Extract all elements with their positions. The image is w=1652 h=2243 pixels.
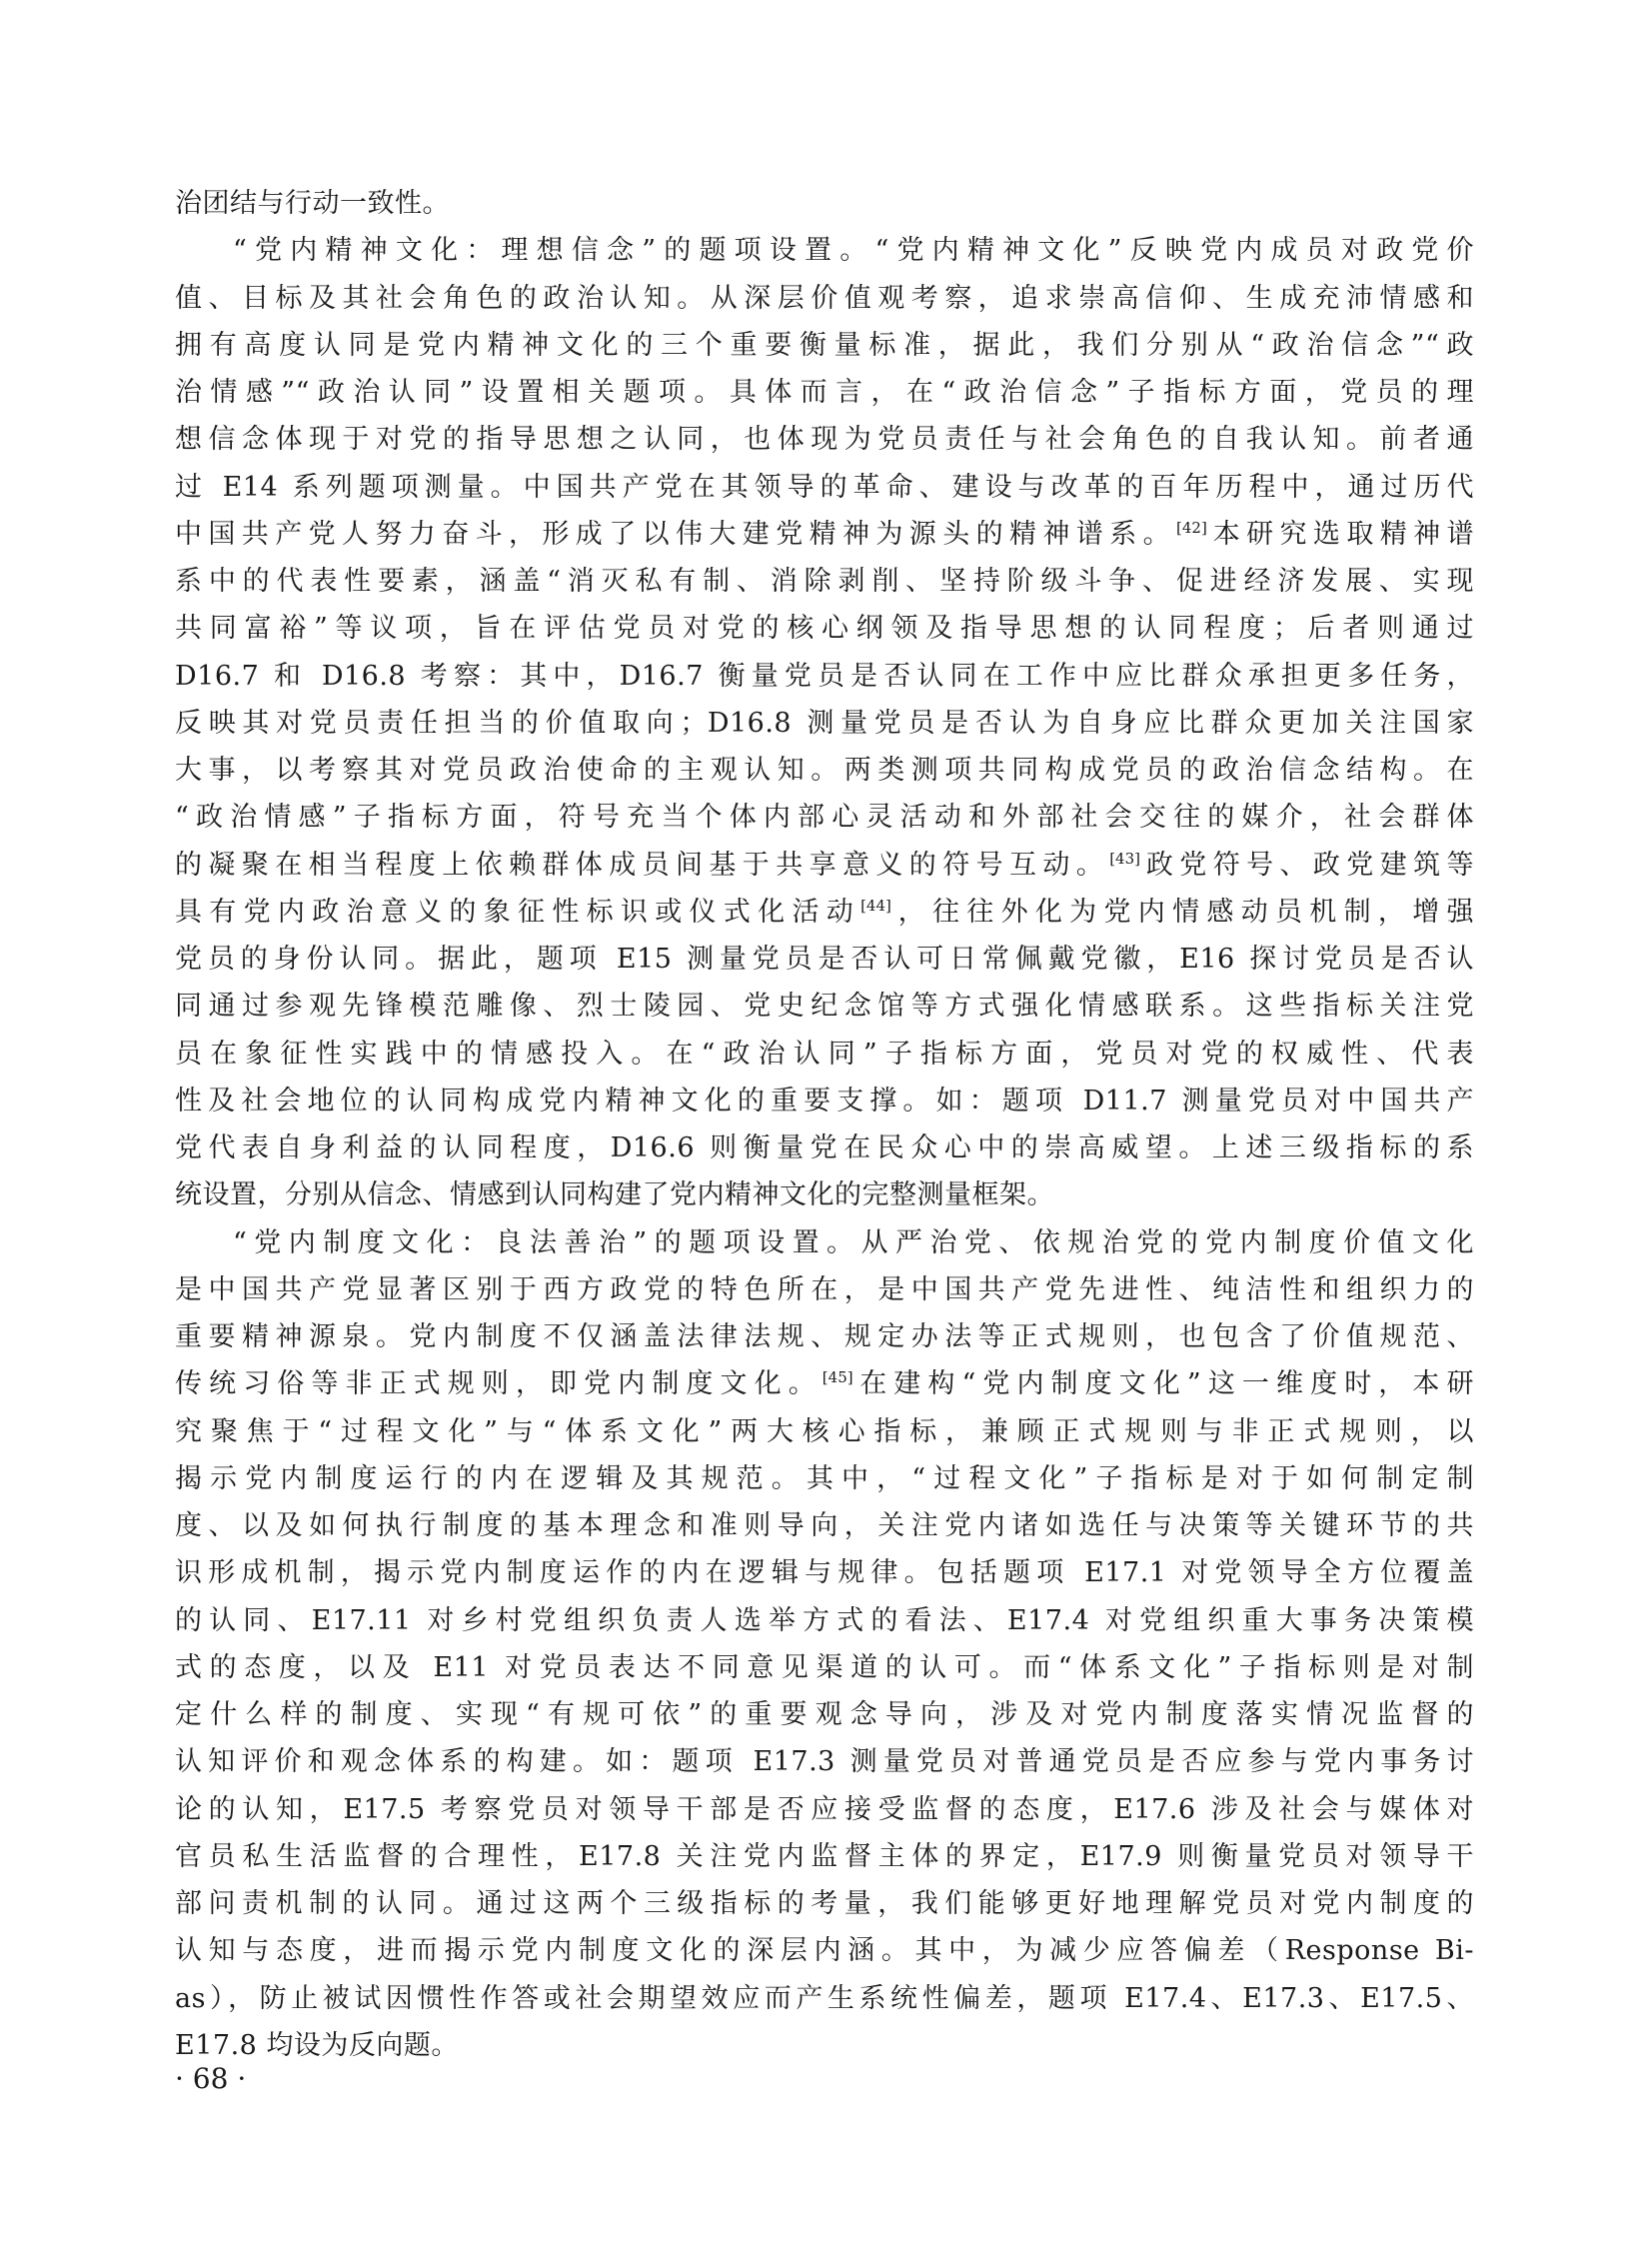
text-line (175, 1455, 1474, 1502)
line-text: 统设置，分别从信念、情感到认同构建了党内精神文化的完整测量框架。 (175, 1179, 1054, 1211)
line-text: 是中国共产党显著区别于西方政党的特色所在，是中国共产党先进性、纯洁性和组织力的 (175, 1273, 1474, 1305)
text-line (175, 1266, 1474, 1313)
line-text: 认知评价和观念体系的构建。如：题项 E17.3 测量党员对普通党员是否应参与党内事务讨 (175, 1746, 1474, 1778)
line-text: 官员私生活监督的合理性，E17.8 关注党内监督主体的界定，E17.9 则衡量党员对领导干 (175, 1840, 1474, 1872)
line-text: 论的认知，E17.5 考察党员对领导干部是否应接受监督的态度，E17.6 涉及社会与媒体对 (175, 1793, 1474, 1825)
text-line (175, 1031, 1474, 1078)
line-text: 治情感”“政治认同”设置相关题项。具体而言，在“政治信念”子指标方面，党员的理 (175, 377, 1474, 408)
line-text: 的认同、E17.11 对乡村党组织负责人选举方式的看法、E17.4 对党组织重大事务决策模 (175, 1604, 1474, 1636)
line-text: 度、以及如何执行制度的基本理念和准则导向，关注党内诸如选任与决策等关键环节的共 (175, 1510, 1474, 1541)
text-line (175, 889, 1474, 936)
line-text: 拥有高度认同是党内精神文化的三个重要衡量标准，据此，我们分别从“政治信念”“政 (175, 329, 1474, 361)
line-text: 传统习俗等非正式规则，即党内制度文化。 (175, 1368, 823, 1400)
line-text: 性及社会地位的认同构成党内精神文化的重要支撑。如：题项 D11.7 测量党员对中国共产 (175, 1085, 1474, 1117)
line-text: 共同富裕”等议项，旨在评估党员对党的核心纲领及指导思想的认同程度；后者则通过 (175, 613, 1474, 645)
line-text: 揭示党内制度运行的内在逻辑及其规范。其中，“过程文化”子指标是对于如何制定制 (175, 1462, 1474, 1494)
citation-marker: [45] (822, 1368, 853, 1387)
text-line (175, 794, 1474, 841)
citation-marker: [44] (860, 896, 891, 915)
line-text: 想信念体现于对党的指导思想之认同，也体现为党员责任与社会角色的自我认知。前者通 (175, 424, 1474, 456)
line-text: as），防止被试因惯性作答或社会期望效应而产生系统性偏差，题项 E17.4、E17.3、E17.5、 (175, 1982, 1474, 2014)
text-line (175, 983, 1474, 1030)
text-line (175, 842, 1474, 889)
line-text: 员在象征性实践中的情感投入。在“政治认同”子指标方面，党员对党的权威性、代表 (175, 1038, 1474, 1070)
line-text: “政治情感”子指标方面，符号充当个体内部心灵活动和外部社会交往的媒介，社会群体 (175, 802, 1474, 834)
line-text: 式的态度，以及 E11 对党员表达不同意见渠道的认可。而“体系文化”子指标则是对制 (175, 1651, 1474, 1683)
text-line (175, 700, 1474, 747)
line-text: 大事，以考察其对党员政治使命的主观认知。两类测项共同构成党员的政治信念结构。在 (175, 755, 1474, 786)
text-line (175, 1975, 1474, 2022)
line-text-continued: 在建构“党内制度文化”这一维度时，本研 (852, 1368, 1474, 1400)
text-line (175, 1786, 1474, 1833)
line-text: “党内制度文化：良法善治”的题项设置。从严治党、依规治党的党内制度价值文化 (233, 1226, 1474, 1258)
text-line (175, 2022, 1474, 2069)
line-text: 值、目标及其社会角色的政治认知。从深层价值观考察，追求崇高信仰、生成充沛情感和 (175, 282, 1474, 314)
line-text: 党员的身份认同。据此，题项 E15 测量党员是否认可日常佩戴党徽，E16 探讨党员是否认 (175, 944, 1474, 975)
page-number: · 68 · (175, 2062, 247, 2095)
line-text: 反映其对党员责任担当的价值取向；D16.8 测量党员是否认为自身应比群众更加关注国家 (175, 707, 1474, 739)
text-line (175, 1880, 1474, 1927)
line-text: 具有党内政治意义的象征性标识或仪式化活动 (175, 896, 861, 928)
text-line (175, 416, 1474, 463)
line-text: 系中的代表性要素，涵盖“消灭私有制、消除剥削、坚持阶级斗争、促进经济发展、实现 (175, 566, 1474, 597)
text-line (175, 227, 1474, 274)
text-line (175, 511, 1474, 558)
text-line (175, 1313, 1474, 1360)
text-line (175, 747, 1474, 794)
text-line (175, 1644, 1474, 1691)
text-line (175, 1597, 1474, 1644)
citation-marker: [43] (1109, 849, 1140, 868)
line-text: 治团结与行动一致性。 (175, 188, 450, 219)
text-line (175, 1124, 1474, 1171)
line-text-continued: 本研究选取精神谱 (1206, 518, 1474, 550)
text-line (175, 936, 1474, 983)
text-line (175, 275, 1474, 322)
text-line (175, 322, 1474, 369)
text-line (175, 180, 1474, 227)
text-line (175, 464, 1474, 511)
line-text: 重要精神源泉。党内制度不仅涵盖法律法规、规定办法等正式规则，也包含了价值规范、 (175, 1321, 1474, 1352)
text-line (175, 1171, 1474, 1218)
text-line (175, 605, 1474, 652)
line-text: 究聚焦于“过程文化”与“体系文化”两大核心指标，兼顾正式规则与非正式规则，以 (175, 1415, 1474, 1447)
line-text: E17.8 均设为反向题。 (175, 2029, 459, 2061)
line-text: 同通过参观先锋模范雕像、烈士陵园、党史纪念馆等方式强化情感联系。这些指标关注党 (175, 991, 1474, 1023)
line-text-continued: ，往往外化为党内情感动员机制，增强 (890, 896, 1474, 928)
body-text (175, 180, 1474, 2069)
text-line (175, 1549, 1474, 1596)
line-text: 过 E14 系列题项测量。中国共产党在其领导的革命、建设与改革的百年历程中，通过历代 (175, 471, 1474, 503)
line-text: 中国共产党人努力奋斗，形成了以伟大建党精神为源头的精神谱系。 (175, 518, 1177, 550)
text-line (175, 653, 1474, 700)
line-text: 的凝聚在相当程度上依赖群体成员间基于共享意义的符号互动。 (175, 849, 1110, 881)
line-text-continued: 政党符号、政党建筑等 (1140, 849, 1474, 881)
text-line (175, 558, 1474, 605)
text-line (175, 1360, 1474, 1407)
line-text: 部问责机制的认同。通过这两个三级指标的考量，我们能够更好地理解党员对党内制度的 (175, 1888, 1474, 1919)
line-text: 认知与态度，进而揭示党内制度文化的深层内涵。其中，为减少应答偏差（Response Bi- (175, 1935, 1474, 1967)
text-line (175, 1219, 1474, 1266)
line-text: 定什么样的制度、实现“有规可依”的重要观念导向，涉及对党内制度落实情况监督的 (175, 1699, 1474, 1730)
line-text: D16.7 和 D16.8 考察：其中，D16.7 衡量党员是否认同在工作中应比群众承担更多任务， (175, 660, 1474, 692)
text-line (175, 1738, 1474, 1785)
text-line (175, 1078, 1474, 1124)
text-line (175, 1691, 1474, 1738)
line-text: “党内精神文化：理想信念”的题项设置。“党内精神文化”反映党内成员对政党价 (233, 235, 1474, 267)
text-line (175, 369, 1474, 416)
line-text: 识形成机制，揭示党内制度运作的内在逻辑与规律。包括题项 E17.1 对党领导全方位覆盖 (175, 1557, 1474, 1589)
text-line (175, 1927, 1474, 1974)
line-text: 党代表自身利益的认同程度，D16.6 则衡量党在民众心中的崇高威望。上述三级指标的系 (175, 1132, 1474, 1163)
text-line (175, 1833, 1474, 1880)
citation-marker: [42] (1176, 518, 1207, 537)
text-line (175, 1502, 1474, 1549)
text-line (175, 1408, 1474, 1455)
